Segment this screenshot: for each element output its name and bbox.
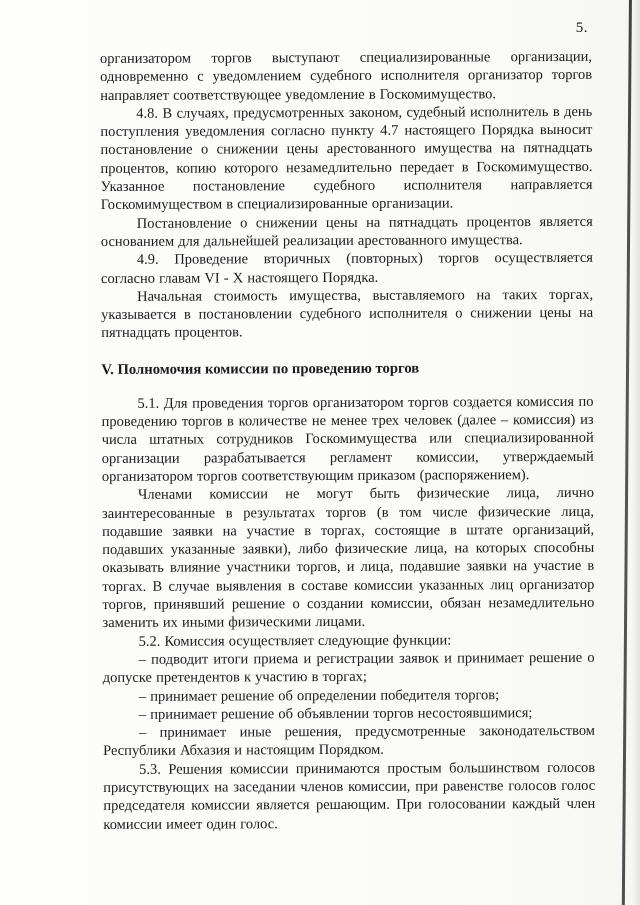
list-item-function-3: – принимает решение об объявлении торгов несостоявшимися;	[138, 704, 533, 723]
paragraph-continuation: организатором торгов выступают специализированные организации, одновременно с уведомлением судебного исполнителя организатор торгов направляет соответствующее уведомление в Госкомимущество.	[100, 48, 593, 104]
paragraph-4-9: 4.9. Проведение вторичных (повторных) торгов осуществляется согласно главам VI - X настоящего Порядка.	[100, 250, 593, 287]
scan-artifact-line	[622, 0, 632, 905]
paragraph-price-reduction: Постановление о снижении цены на пятнадцать процентов является основанием для дальнейшей реализации арестованного имущества.	[100, 213, 593, 250]
paragraph-4-8: 4.8. В случаях, предусмотренных законом, судебный исполнитель в день поступления уведомления согласно пункту 4.7 настоящего Порядка выносит постановление о снижении цены арестованного имущества на пятнадцать процентов, копию которого незамедлительно передает в Госкомимущество. Указанное постановление судебного исполнителя направляется Госкомимуществом в специализированные организации.	[100, 103, 593, 214]
paragraph-5-1: 5.1. Для проведения торгов организатором торгов создается комиссия по проведению торгов в количестве не менее трех человек (далее – комиссия) из числа штатных сотрудников Госкомимущества или специализированной организации разрабатывается регламент комиссии, утверждаемый организатором торгов соответствующим приказом (распоряжением).	[101, 393, 594, 485]
page-number: 5.	[575, 20, 588, 36]
document-content	[100, 48, 595, 834]
page-edge-shadow	[632, 0, 640, 905]
paragraph-initial-value: Начальная стоимость имущества, выставляемого на таких торгах, указывается в постановлении судебного исполнителя о снижении цены на пятнадцать процентов.	[101, 286, 594, 342]
list-item-function-4: – принимает иные решения, предусмотренные законодательством Республики Абхазия и настоящим Порядком.	[103, 722, 596, 760]
paragraph-5-2: 5.2. Комиссия осуществляет следующие функции:	[138, 632, 452, 650]
paragraph-5-3: 5.3. Решения комиссии принимаются простым большинством голосов присутствующих на заседании членов комиссии, при равенстве голосов голос председателя комиссии является решающим. При голосовании каждый член комиссии имеет один голос.	[103, 759, 596, 833]
list-item-function-1: – подводит итоги приема и регистрации заявок и принимает решение о допуске претендентов к участию в торгах;	[102, 649, 595, 687]
list-item-function-2: – принимает решение об определении победителя торгов;	[138, 686, 500, 705]
paragraph-commission-members: Членами комиссии не могут быть физические лица, лично заинтересованные в результатах торгов (в том числе физические лица, подавшие заявки на участие в торгах, состоящие в штате организаций, подавших указанные заявки), либо физические лица, на которых способны оказывать влияние участники торгов, и лица, подавшие заявки на участие в торгах. В случае выявления в составе комиссии указанных лиц организатор торгов, принявший решение о создании комиссии, обязан незамедлительно заменить их иными физическими лицами.	[101, 485, 595, 632]
section-heading: V. Полномочия комиссии по проведению торгов	[101, 360, 420, 378]
